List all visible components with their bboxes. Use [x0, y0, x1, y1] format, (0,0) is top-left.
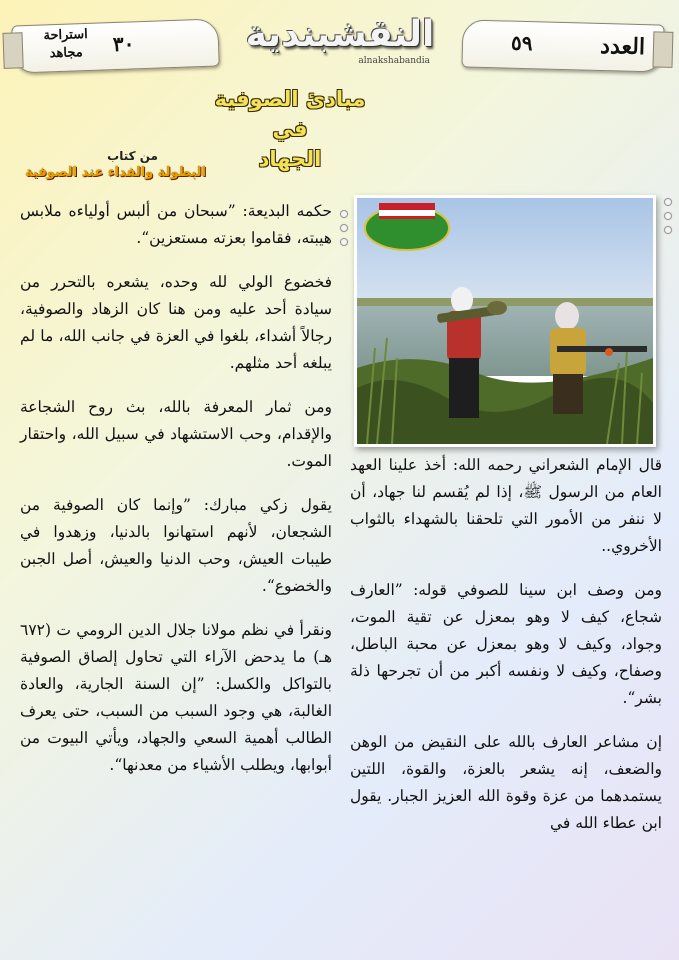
issue-label: العدد [599, 32, 646, 61]
section-label: استراحة مجاهد [43, 26, 88, 62]
left-text-column [20, 198, 332, 796]
banner-fold-left [2, 32, 23, 69]
paragraph: حكمه البديعة: ”سبحان من ألبس أولياءه ملابس هيبته، فقاموا بعزته مستعزين“. [20, 202, 332, 247]
source-prefix: من كتاب [107, 149, 158, 163]
paragraph: فخضوع الولي لله وحده، يشعره بالتحرر من سيادة أحد عليه ومن هنا كان الزهاد والصوفية، رجالاً أشداء، بلغوا في العزة في جانب الله، ما لم يبلغه أحد مثلهم. [20, 273, 332, 372]
magazine-logo [242, 12, 438, 68]
article-photo [354, 195, 656, 447]
page-number-banner [11, 18, 220, 73]
source-book-title: البطولة والفداء عند الصوفية [25, 165, 206, 180]
article-source [20, 148, 206, 182]
banner-fold-right [652, 31, 673, 68]
magazine-title: النقشبندية [245, 14, 435, 55]
paragraph: يقول زكي مبارك: ”وإنما كان الصوفية من الشجعان، لأنهم استهانوا بالدنيا، وزهدوا في طيبات العيش، وحب الدنيا والعيش، أصل الجبن والخضوع“. [20, 496, 332, 595]
fighters-photo [357, 198, 653, 444]
paragraph: ومن ثمار المعرفة بالله، بث روح الشجاعة والإقدام، وحب الاستشهاد في سبيل الله، واحتقار الموت. [20, 398, 332, 470]
paragraph: ونقرأ في نظم مولانا جلال الدين الرومي ت (٦٧٢ هـ) ما يدحض الآراء التي تحاول إلصاق الصوفية بالتواكل والكسل: ”إن السنة الجارية، والعادة الغالبة، هي وجود السبب من السبب، حتى يعرف الطالب أهمية السعي والجهاد، ويأتي البيوت من أبوابها، ويطلب الأشياء من معدنها“. [20, 621, 332, 774]
page-number: ٣٠ [112, 31, 135, 57]
article-title-line1: مبادئ الصوفية في [214, 87, 366, 141]
article-title-line2: الجهاد [258, 147, 322, 171]
issue-number: ٥٩ [510, 30, 533, 56]
magazine-latin-name: alnakshabandia [358, 56, 430, 66]
paragraph: إن مشاعر العارف بالله على النقيض من الوهن والضعف، إنه يشعر بالعزة، والقوة، اللتين يستمدهما من عزة وقوة الله العزيز الجبار. يقول ابن عطاء الله في [350, 733, 662, 832]
paragraph: ومن وصف ابن سينا للصوفي قوله: ”العارف شجاع، كيف لا وهو بمعزل عن تقية الموت، وجواد، وكيف لا وهو بمعزل عن محبة الباطل، وصفاح، وكيف لا ونفسه أكبر من أن تجرحها ذلة بشر“. [350, 581, 662, 707]
issue-banner [461, 19, 664, 72]
decorative-dots-right [664, 198, 672, 234]
paragraph: قال الإمام الشعراني رحمه الله: أخذ علينا العهد العام من الرسول ﷺ، إذا لم يُقسم لنا جهاد، أن لا ننفر من الأمور التي تلحقنا بالشهداء بالثواب الأخروي.. [350, 456, 662, 555]
article-title [200, 84, 380, 174]
decorative-dots-left [340, 210, 348, 246]
right-text-column [350, 452, 662, 854]
